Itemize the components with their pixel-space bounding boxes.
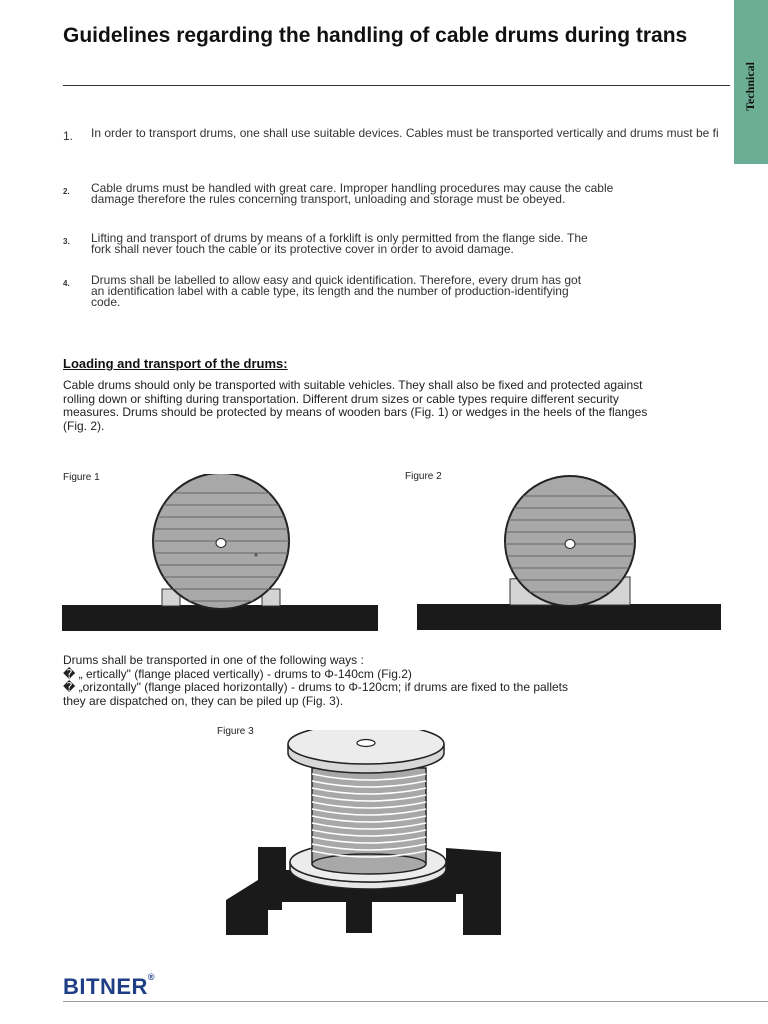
item-line: damage therefore the rules concerning transport, unloading and storage must be obeyed.	[91, 192, 566, 206]
figure-3-drawing	[218, 730, 510, 940]
figure-3-label: Figure 3	[217, 726, 254, 737]
ground-bar	[417, 604, 721, 630]
item-line: Drums shall be labelled to allow easy and quick identification. Therefore, every drum has got	[91, 273, 582, 287]
transport-ways	[63, 654, 568, 708]
figure-2-label: Figure 2	[405, 471, 442, 482]
section-heading: Loading and transport of the drums:	[63, 356, 288, 371]
side-tab-label: Technical	[743, 62, 757, 111]
page-title: Guidelines regarding the handling of cable drums during trans	[63, 24, 688, 47]
registered-mark: ®	[147, 972, 156, 982]
ways-line: they are dispatched on, they can be piled up (Fig. 3).	[63, 693, 344, 708]
ways-line: � „orizontally" (flange placed horizontally) - drums to Φ-120cm; if drums are fixed to the pallets	[63, 680, 569, 694]
item-number: 1.	[63, 129, 74, 143]
ways-line: � „ ertically" (flange placed vertically) - drums to Φ-140cm (Fig.2)	[63, 666, 412, 681]
side-tab	[734, 0, 768, 164]
item-line: fork shall never touch the cable or its protective cover in order to avoid damage.	[91, 242, 514, 256]
item-number: 3.	[63, 237, 70, 246]
figure-2-drawing	[414, 474, 724, 634]
item-number: 4.	[63, 279, 70, 288]
item-line: Lifting and transport of drums by means of a forklift is only permitted from the flange side. The	[91, 231, 588, 245]
cable-drum	[150, 474, 292, 609]
item-line: code.	[91, 295, 121, 309]
item-line: an identification label with a cable type, its length and the number of production-identifying	[91, 284, 569, 298]
footer-divider	[63, 1001, 768, 1002]
bitner-logo	[63, 974, 155, 1000]
item-text	[91, 128, 719, 139]
figure-1-label: Figure 1	[63, 472, 100, 483]
item-text	[91, 275, 581, 308]
logo-text: BITNER	[63, 974, 148, 999]
title-divider	[63, 85, 730, 86]
cable-drum	[502, 476, 638, 606]
item-text	[91, 233, 588, 255]
horizontal-drum	[288, 730, 446, 889]
item-line: In order to transport drums, one shall use suitable devices. Cables must be transported vertically and drums must be fi	[91, 126, 719, 140]
item-number: 2.	[63, 187, 70, 196]
ways-line: Drums shall be transported in one of the following ways :	[63, 653, 364, 667]
item-line: Cable drums must be handled with great care. Improper handling procedures may cause the cable	[91, 181, 614, 195]
item-text	[91, 183, 613, 205]
figure-1-drawing	[60, 474, 382, 634]
section-paragraph: Cable drums should only be transported with suitable vehicles. They shall also be fixed and protected against rolling down or shifting during transportation. Different drum sizes or cable types require different security measures. Drums should be protected by means of wooden bars (Fig. 1) or wedges in the heels of the flanges (Fig. 2).	[63, 378, 648, 433]
